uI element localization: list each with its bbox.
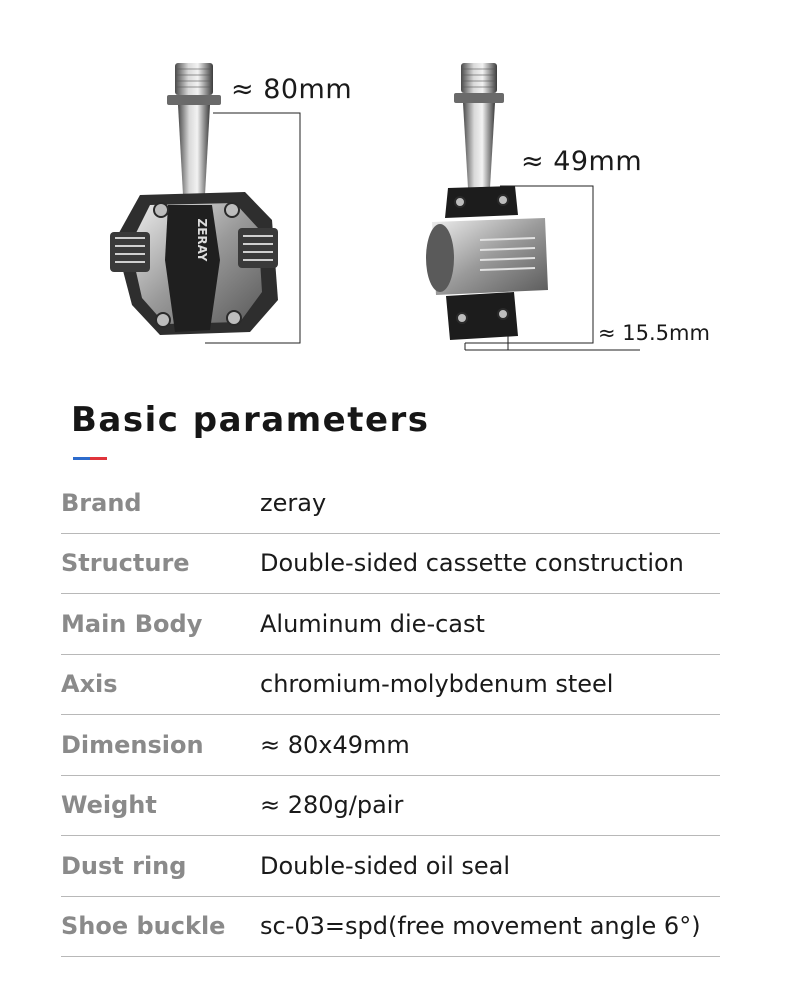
param-value: zeray xyxy=(260,473,720,533)
param-value: sc-03=spd(free movement angle 6°) xyxy=(260,896,720,957)
dimension-thickness-label: ≈ 15.5mm xyxy=(598,321,710,345)
axle-spindle xyxy=(178,105,210,195)
brand-mark: ZERAY xyxy=(195,218,209,262)
param-row-shoe-buckle xyxy=(61,896,720,957)
param-row-dimension xyxy=(61,715,720,776)
param-value: Double-sided oil seal xyxy=(260,836,720,897)
param-value: ≈ 280g/pair xyxy=(260,775,720,836)
param-row-dust-ring xyxy=(61,836,720,897)
param-value: chromium-molybdenum steel xyxy=(260,654,720,715)
param-label: Brand xyxy=(61,473,260,533)
title-accent-bar xyxy=(73,457,107,460)
dimension-length-label: ≈ 80mm xyxy=(231,74,353,105)
param-row-brand xyxy=(61,473,720,533)
parameters-table xyxy=(61,473,720,957)
param-label: Dust ring xyxy=(61,836,260,897)
param-label: Main Body xyxy=(61,594,260,655)
param-row-structure xyxy=(61,533,720,594)
accent-red xyxy=(90,457,107,460)
param-row-axis xyxy=(61,654,720,715)
param-label: Weight xyxy=(61,775,260,836)
param-value: ≈ 80x49mm xyxy=(260,715,720,776)
param-label: Dimension xyxy=(61,715,260,776)
param-label: Shoe buckle xyxy=(61,896,260,957)
axle-thread xyxy=(175,63,213,95)
param-value: Aluminum die-cast xyxy=(260,594,720,655)
param-label: Axis xyxy=(61,654,260,715)
section-title: Basic parameters xyxy=(71,400,430,440)
accent-blue xyxy=(73,457,90,460)
param-row-weight xyxy=(61,775,720,836)
param-value: Double-sided cassette construction xyxy=(260,533,720,594)
param-label: Structure xyxy=(61,533,260,594)
pedal-side-view xyxy=(426,63,548,340)
param-row-main-body xyxy=(61,594,720,655)
dimension-width-label: ≈ 49mm xyxy=(521,146,643,177)
